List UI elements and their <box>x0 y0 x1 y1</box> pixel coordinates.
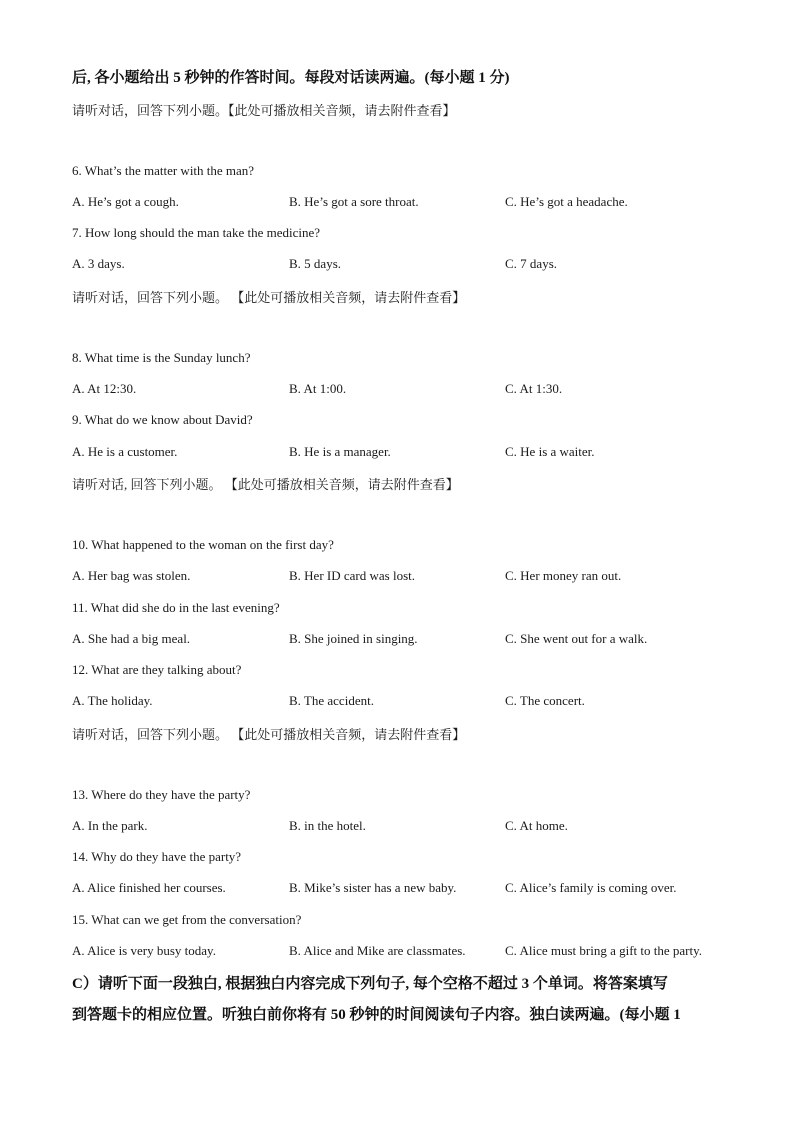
q14-option-a: A. Alice finished her courses. <box>72 880 226 895</box>
section-c-instruction-line2: 到答题卡的相应位置。听独白前你将有 50 秒钟的时间阅读句子内容。独白读两遍。(每小题 1 <box>72 1007 681 1023</box>
question-15: 15. What can we get from the conversation? <box>72 912 302 927</box>
listening-instruction: 请听对话，回答下列小题。 【此处可播放相关音频，请去附件查看】 <box>72 290 466 305</box>
q15-option-a: A. Alice is very busy today. <box>72 943 216 958</box>
q14-option-b: B. Mike’s sister has a new baby. <box>289 880 457 895</box>
q13-option-b: B. in the hotel. <box>289 818 366 833</box>
q8-option-a: A. At 12:30. <box>72 381 137 396</box>
listening-instruction: 请听对话，回答下列小题。【此处可播放相关音频，请去附件查看】 <box>72 103 456 118</box>
q15-option-c: C. Alice must bring a gift to the party. <box>505 943 703 958</box>
question-10: 10. What happened to the woman on the first day? <box>72 537 334 552</box>
question-14: 14. Why do they have the party? <box>72 849 242 864</box>
question-13: 13. Where do they have the party? <box>72 787 251 802</box>
q10-option-c: C. Her money ran out. <box>505 568 622 583</box>
q9-option-a: A. He is a customer. <box>72 444 178 459</box>
q7-option-c: C. 7 days. <box>505 256 557 271</box>
q8-option-c: C. At 1:30. <box>505 381 563 396</box>
q11-option-c: C. She went out for a walk. <box>505 631 648 646</box>
question-11: 11. What did she do in the last evening? <box>72 600 280 615</box>
q10-option-b: B. Her ID card was lost. <box>289 568 415 583</box>
q9-option-b: B. He is a manager. <box>289 444 391 459</box>
q7-option-b: B. 5 days. <box>289 256 341 271</box>
q13-option-c: C. At home. <box>505 818 568 833</box>
listening-instruction: 请听对话，回答下列小题。 【此处可播放相关音频，请去附件查看】 <box>72 727 466 742</box>
q12-option-a: A. The holiday. <box>72 693 153 708</box>
question-6: 6. What’s the matter with the man? <box>72 163 255 178</box>
q6-option-b: B. He’s got a sore throat. <box>289 194 419 209</box>
section-c-instruction-line1: C）请听下面一段独白, 根据独白内容完成下列句子, 每个空格不超过 3 个单词。将答案填写 <box>72 976 668 992</box>
question-12: 12. What are they talking about? <box>72 662 242 677</box>
q12-option-c: C. The concert. <box>505 693 585 708</box>
q9-option-c: C. He is a waiter. <box>505 444 595 459</box>
q13-option-a: A. In the park. <box>72 818 148 833</box>
q14-option-c: C. Alice’s family is coming over. <box>505 880 677 895</box>
q11-option-a: A. She had a big meal. <box>72 631 191 646</box>
question-7: 7. How long should the man take the medicine? <box>72 225 321 240</box>
q12-option-b: B. The accident. <box>289 693 374 708</box>
question-8: 8. What time is the Sunday lunch? <box>72 350 251 365</box>
q6-option-a: A. He’s got a cough. <box>72 194 179 209</box>
q7-option-a: A. 3 days. <box>72 256 125 271</box>
q8-option-b: B. At 1:00. <box>289 381 347 396</box>
q15-option-b: B. Alice and Mike are classmates. <box>289 943 466 958</box>
question-9: 9. What do we know about David? <box>72 412 253 427</box>
section-b-header-line: 后, 各小题给出 5 秒钟的作答时间。每段对话读两遍。(每小题 1 分) <box>72 70 510 86</box>
listening-instruction: 请听对话, 回答下列小题。 【此处可播放相关音频，请去附件查看】 <box>72 477 459 492</box>
q6-option-c: C. He’s got a headache. <box>505 194 628 209</box>
q10-option-a: A. Her bag was stolen. <box>72 568 191 583</box>
q11-option-b: B. She joined in singing. <box>289 631 418 646</box>
